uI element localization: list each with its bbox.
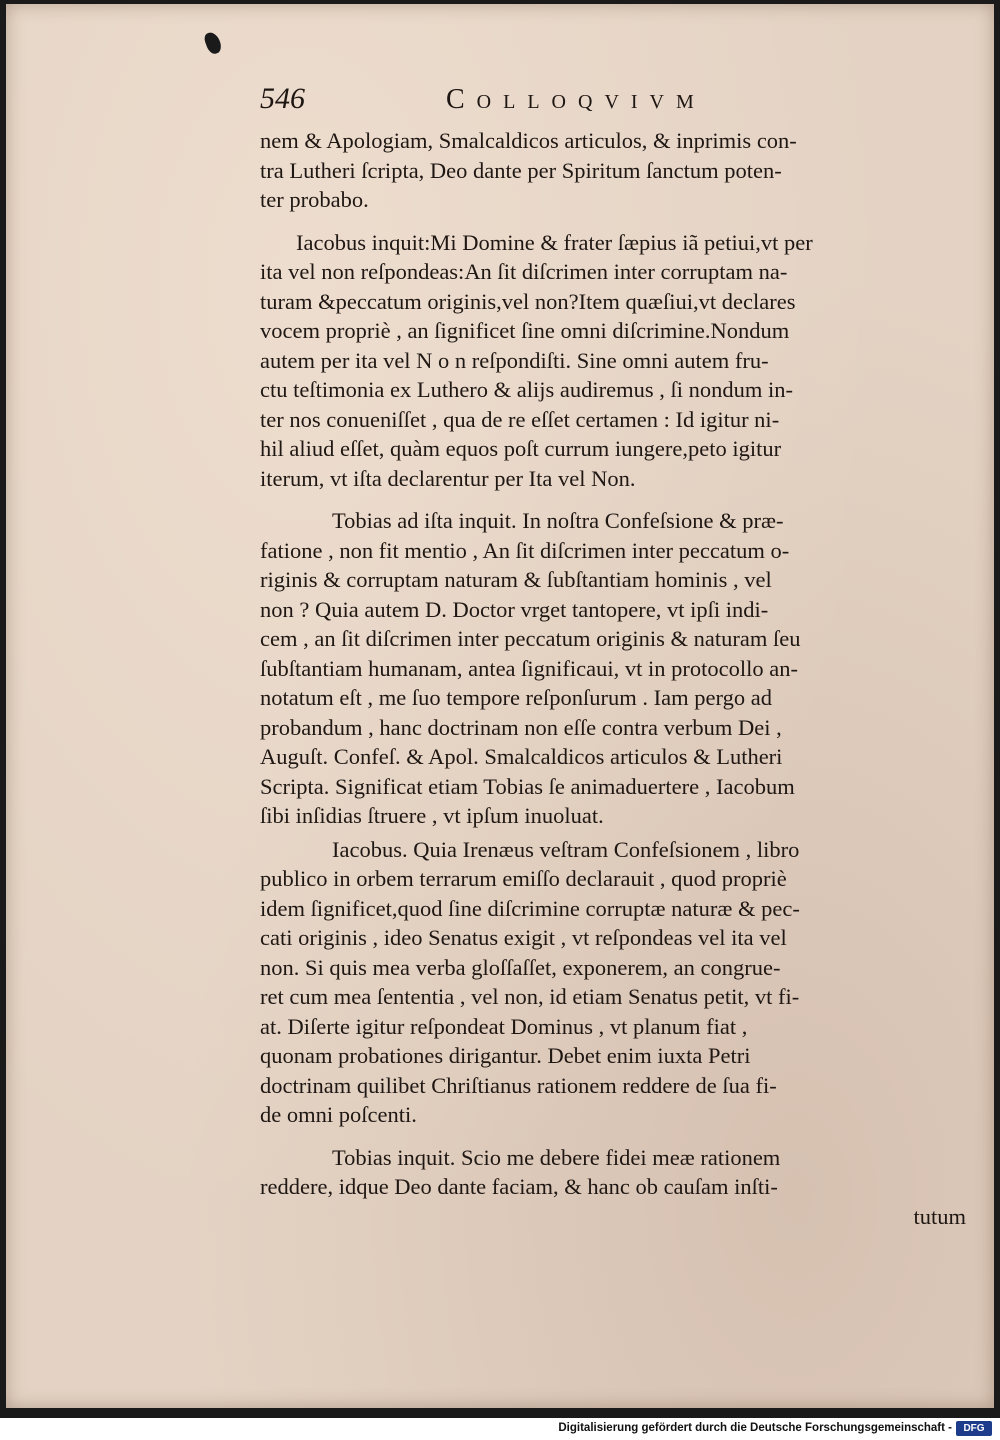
text-line: reddere, idque Deo dante faciam, & hanc ob cauſam inſti- — [260, 1174, 778, 1199]
text-line: at. Diſerte igitur reſpondeat Dominus , vt planum fiat , — [260, 1013, 748, 1039]
text-line: ter nos conueniſſet , qua de re eſſet certamen : Id igitur ni- — [260, 406, 780, 432]
text-line: Tobias inquit. Scio me debere fidei meæ rationem — [332, 1144, 781, 1170]
text-line: non ? Quia autem D. Doctor vrget tantopere, vt ipſi indi- — [260, 596, 769, 622]
text-line: Iacobus inquit:Mi Domine & frater ſæpius iã petiui,vt per — [296, 229, 813, 255]
book-page — [6, 4, 994, 1408]
text-line: turam &peccatum originis,vel non?Item quæſiui,vt declares — [260, 288, 796, 314]
text-line: ita vel non reſpondeas:An ſit diſcrimen inter corruptam na- — [260, 259, 788, 284]
body-text — [260, 126, 972, 1231]
dfg-logo-icon: DFG — [956, 1421, 992, 1436]
paragraph-2 — [260, 228, 972, 494]
paragraph-1 — [260, 126, 972, 215]
running-title: Colloqvivm — [446, 84, 706, 115]
text-line: Tobias ad iſta inquit. In noſtra Confeſsione & præ- — [332, 508, 784, 533]
text-line: ſibi inſidias ſtruere , vt ipſum inuoluat. — [260, 803, 604, 828]
text-line: publico in orbem terrarum emiſſo declarauit , quod propriè — [260, 866, 787, 891]
text-line: notatum eſt , me ſuo tempore reſponſurum . Iam pergo ad — [260, 685, 772, 710]
text-line: idem ſignificet,quod ſine diſcrimine corruptæ naturæ & pec- — [260, 895, 800, 921]
page-header — [260, 82, 820, 126]
text-line: Iacobus. Quia Irenæus veſtram Confeſsionem , libro — [332, 836, 800, 862]
text-line: cem , an ſit diſcrimen inter peccatum originis & naturam ſeu — [260, 626, 801, 651]
text-line: hil aliud eſſet, quàm equos poſt currum iungere,peto igitur — [260, 436, 782, 461]
paragraph-3 — [260, 506, 972, 831]
text-line: non. Si quis mea verba gloſſaſſet, exponerem, an congrue- — [260, 954, 781, 980]
text-line: Scripta. Significat etiam Tobias ſe animaduertere , Iacobum — [260, 773, 795, 799]
text-line: doctrinam quilibet Chriſtianus rationem reddere de ſua fi- — [260, 1072, 777, 1098]
text-line: de omni poſcenti. — [260, 1102, 417, 1127]
text-line: cati originis , ideo Senatus exigit , vt reſpondeas vel ita vel — [260, 925, 787, 950]
paragraph-4 — [260, 835, 972, 1130]
text-line: fatione , non fit mentio , An ſit diſcrimen inter peccatum o- — [260, 537, 790, 563]
digitization-footer — [0, 1418, 1000, 1440]
text-line: vocem propriè , an ſignificet ſine omni diſcrimine.Nondum — [260, 318, 790, 343]
text-line: riginis & corruptam naturam & ſubſtantiam hominis , vel — [260, 567, 772, 592]
text-line: iterum, vt iſta declarentur per Ita vel Non. — [260, 465, 636, 491]
footer-credit: Digitalisierung gefördert durch die Deutsche Forschungsgemeinschaft - — [558, 1422, 952, 1434]
ink-blot — [203, 30, 224, 55]
text-line: ctu teſtimonia ex Luthero & alijs audiremus , ſi nondum in- — [260, 377, 794, 402]
text-line: autem per ita vel N o n reſpondiſti. Sine omni autem fru- — [260, 347, 769, 373]
paragraph-5 — [260, 1143, 972, 1232]
text-line: tra Lutheri ſcripta, Deo dante per Spiritum ſanctum poten- — [260, 157, 782, 183]
text-line: ter probabo. — [260, 187, 369, 212]
page-number: 546 — [260, 82, 305, 115]
catchword: tutum — [913, 1203, 966, 1229]
text-line: quonam probationes dirigantur. Debet enim iuxta Petri — [260, 1043, 751, 1068]
text-line: nem & Apologiam, Smalcaldicos articulos, & inprimis con- — [260, 128, 797, 153]
text-line: ret cum mea ſententia , vel non, id etiam Senatus petit, vt fi- — [260, 984, 800, 1009]
text-line: ſubſtantiam humanam, antea ſignificaui, vt in protocollo an- — [260, 655, 798, 681]
text-line: Auguſt. Confeſ. & Apol. Smalcaldicos articulos & Lutheri — [260, 744, 783, 769]
text-line: probandum , hanc doctrinam non eſſe contra verbum Dei , — [260, 714, 782, 740]
